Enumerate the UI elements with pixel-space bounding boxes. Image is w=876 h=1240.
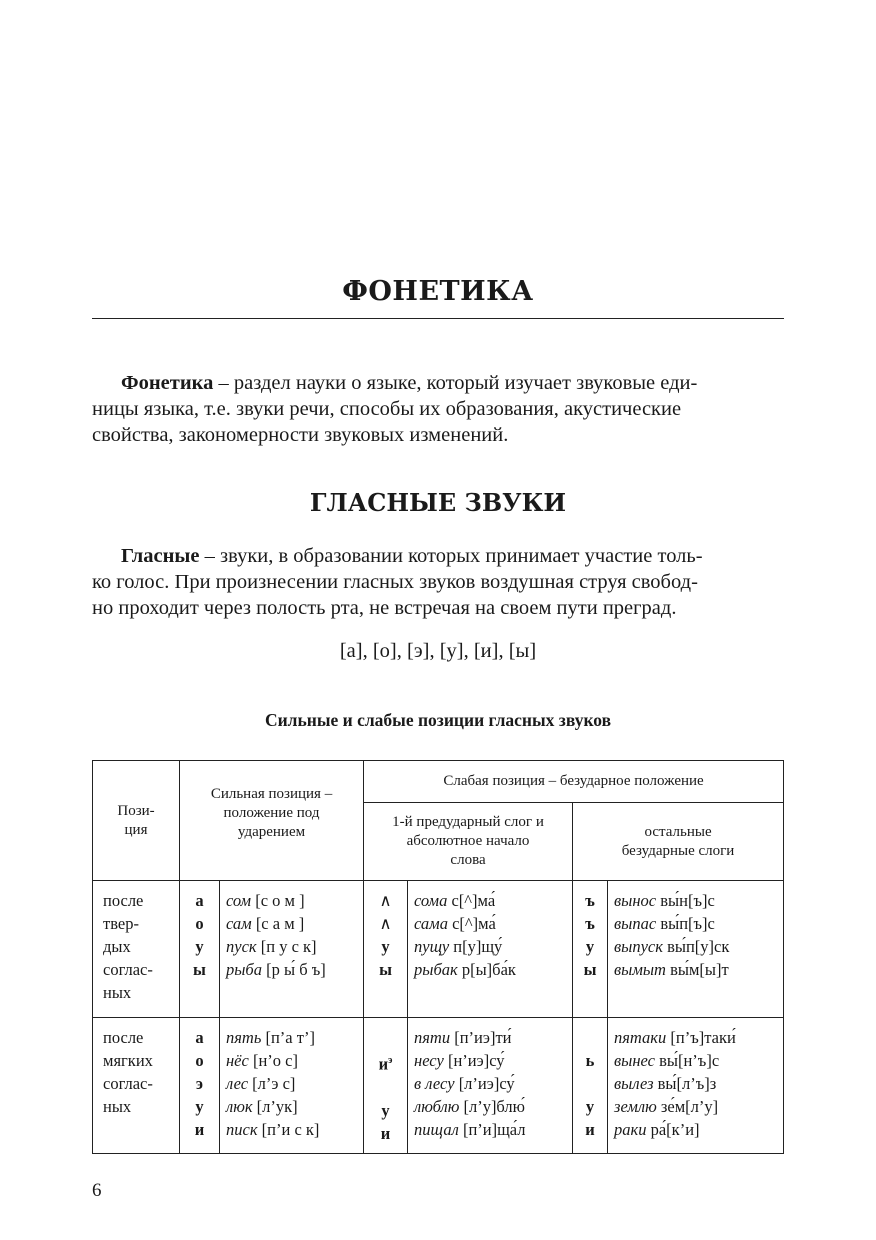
example-word: рыбак bbox=[414, 960, 458, 979]
header-weak-first-line: слова bbox=[450, 852, 486, 868]
position-text: твер- bbox=[103, 914, 139, 933]
vowel-symbol: а bbox=[195, 1028, 204, 1047]
example-word: вынос bbox=[614, 891, 657, 910]
transcription: с[^]ма́ bbox=[447, 914, 496, 933]
example-word: пяти bbox=[414, 1028, 451, 1047]
vowel-symbol: ь bbox=[585, 1051, 595, 1070]
transcription: с[^]ма́ bbox=[447, 891, 496, 910]
example-entry bbox=[414, 958, 566, 981]
example-word: сама bbox=[414, 914, 448, 933]
vowel-symbol bbox=[579, 1072, 601, 1095]
example-word: выпуск bbox=[614, 937, 663, 956]
table-row bbox=[93, 881, 784, 1018]
header-weak-other-line: безударные слоги bbox=[621, 842, 735, 859]
vowels-line-3: но проходит через полость рта, не встречая на своем пути преград. bbox=[92, 597, 677, 619]
vowel-symbol: у bbox=[381, 1100, 390, 1120]
example-word: пятаки bbox=[614, 1028, 667, 1047]
vowel-positions-table bbox=[92, 760, 784, 1154]
transcription: [с о м ] bbox=[251, 891, 305, 910]
example-word: рыба bbox=[226, 960, 262, 979]
vowel-symbol: ∧ bbox=[379, 891, 392, 910]
transcription: вы́[л’ъ]з bbox=[653, 1074, 717, 1093]
strong-examples-cell bbox=[220, 1018, 364, 1154]
weak-other-vowels-cell bbox=[573, 881, 608, 1018]
vowels-term: Гласные bbox=[121, 545, 200, 567]
transcription: [п’а т’] bbox=[261, 1028, 315, 1047]
vowel-symbol: о bbox=[195, 914, 204, 933]
header-weak: Слабая позиция – безударное положение bbox=[364, 761, 784, 803]
header-strong bbox=[180, 761, 364, 881]
header-position bbox=[93, 761, 180, 881]
header-weak-first-line: 1-й предударный слог и bbox=[392, 814, 544, 830]
page-number: 6 bbox=[92, 1180, 102, 1201]
example-entry bbox=[614, 1049, 777, 1072]
intro-line-1: Фонетика – раздел науки о языке, который изучает звуковые еди- bbox=[121, 372, 698, 394]
example-entry bbox=[614, 912, 777, 935]
header-strong-line: ударением bbox=[237, 824, 306, 840]
vowel-symbol: ы bbox=[193, 960, 206, 979]
table-row bbox=[93, 1018, 784, 1154]
transcription: [л’у]блю́ bbox=[459, 1097, 525, 1116]
transcription: [н’иэ]су́ bbox=[443, 1051, 505, 1070]
vowel-symbol: у bbox=[381, 937, 390, 956]
title-rule bbox=[92, 318, 784, 319]
position-text: мягких bbox=[103, 1051, 153, 1070]
intro-term: Фонетика bbox=[121, 372, 214, 394]
vowel-symbol: и bbox=[380, 1123, 391, 1143]
weak-first-vowels-cell bbox=[364, 881, 408, 1018]
header-position-line: Пози- bbox=[117, 802, 155, 819]
example-word: в лесу bbox=[414, 1074, 455, 1093]
vowel-symbol: ∧ bbox=[379, 914, 392, 933]
example-word: выпас bbox=[614, 914, 657, 933]
example-word: писк bbox=[226, 1120, 258, 1139]
strong-vowels-cell bbox=[180, 1018, 220, 1154]
weak-first-examples-cell bbox=[408, 1018, 573, 1154]
transcription: [р ы́ б ъ] bbox=[261, 960, 326, 979]
transcription: [п’ъ]таки́ bbox=[666, 1028, 736, 1047]
example-entry bbox=[614, 1072, 777, 1095]
vowel-symbol bbox=[370, 1076, 401, 1099]
example-entry bbox=[614, 1095, 777, 1118]
vowels-line-1: Гласные – звуки, в образовании которых принимает участие толь- bbox=[121, 545, 703, 567]
example-entry bbox=[414, 1049, 566, 1072]
example-word: пуск bbox=[226, 937, 257, 956]
example-entry bbox=[614, 935, 777, 958]
example-entry bbox=[614, 1026, 777, 1049]
vowel-symbol: у bbox=[195, 1097, 204, 1116]
position-text: после bbox=[103, 1028, 144, 1047]
transcription: [л’ук] bbox=[252, 1097, 298, 1116]
example-word: нёс bbox=[226, 1051, 249, 1070]
example-word: сам bbox=[226, 914, 252, 933]
strong-examples-cell bbox=[220, 881, 364, 1018]
example-entry bbox=[226, 935, 357, 958]
example-word: вылез bbox=[614, 1074, 654, 1093]
vowel-symbol: $и^э$ bbox=[378, 1054, 393, 1074]
example-entry bbox=[614, 1118, 777, 1141]
header-weak-first-line: абсолютное начало bbox=[406, 833, 530, 849]
position-text: после bbox=[103, 891, 144, 910]
transcription: вы́н[ъ]с bbox=[656, 891, 715, 910]
vowel-symbol: у bbox=[585, 937, 595, 956]
transcription: ра́[к’и] bbox=[646, 1120, 700, 1139]
example-entry bbox=[226, 958, 357, 981]
page-title: ФОНЕТИКА bbox=[342, 276, 534, 307]
transcription: [п’и с к] bbox=[257, 1120, 320, 1139]
transcription: [п’иэ]ти́ bbox=[450, 1028, 512, 1047]
example-word: лес bbox=[226, 1074, 249, 1093]
example-word: люблю bbox=[414, 1097, 460, 1116]
transcription: [с а м ] bbox=[251, 914, 305, 933]
example-entry bbox=[414, 935, 566, 958]
vowel-symbol bbox=[370, 1026, 401, 1049]
vowel-symbol: ъ bbox=[585, 891, 595, 910]
example-entry bbox=[226, 1026, 357, 1049]
example-entry bbox=[414, 1072, 566, 1095]
example-entry bbox=[226, 1095, 357, 1118]
example-entry bbox=[414, 912, 566, 935]
vowel-symbol: у bbox=[195, 937, 204, 956]
position-text: дых bbox=[103, 937, 131, 956]
example-word: вынес bbox=[614, 1051, 655, 1070]
header-weak-first bbox=[364, 803, 573, 881]
example-entry bbox=[226, 889, 357, 912]
example-entry bbox=[614, 958, 777, 981]
header-strong-line: Сильная позиция – bbox=[210, 786, 333, 802]
vowel-symbol: а bbox=[195, 891, 204, 910]
example-word: сома bbox=[414, 891, 448, 910]
position-cell bbox=[93, 1018, 180, 1154]
example-word: пищал bbox=[414, 1120, 459, 1139]
example-entry bbox=[414, 1118, 566, 1141]
example-entry bbox=[614, 889, 777, 912]
weak-other-examples-cell bbox=[608, 1018, 784, 1154]
weak-first-examples-cell bbox=[408, 881, 573, 1018]
example-word: люк bbox=[226, 1097, 253, 1116]
transcription: [п у с к] bbox=[256, 937, 317, 956]
example-word: пять bbox=[226, 1028, 262, 1047]
vowel-sounds-list: [а], [о], [э], [у], [и], [ы] bbox=[339, 640, 537, 662]
vowel-symbol: у bbox=[585, 1097, 595, 1116]
vowel-symbol: э bbox=[195, 1074, 204, 1093]
header-weak-other bbox=[573, 803, 784, 881]
weak-other-vowels-cell bbox=[573, 1018, 608, 1154]
vowels-paragraph bbox=[92, 543, 784, 621]
section-title: ГЛАСНЫЕ ЗВУКИ bbox=[309, 488, 567, 517]
vowel-symbol: и bbox=[585, 1120, 595, 1139]
vowel-symbol: ъ bbox=[585, 914, 595, 933]
table-caption: Сильные и слабые позиции гласных звуков bbox=[264, 710, 612, 730]
vowel-symbol: ы bbox=[379, 960, 392, 979]
intro-paragraph bbox=[92, 370, 784, 448]
example-entry bbox=[414, 889, 566, 912]
example-entry bbox=[226, 1118, 357, 1141]
transcription: вы́п[у]ск bbox=[662, 937, 730, 956]
position-text: ных bbox=[103, 983, 132, 1002]
transcription: [л’иэ]су́ bbox=[454, 1074, 515, 1093]
example-entry bbox=[414, 1095, 566, 1118]
example-word: землю bbox=[614, 1097, 657, 1116]
transcription: вы́[н’ъ]с bbox=[654, 1051, 720, 1070]
transcription: вы́п[ъ]с bbox=[656, 914, 715, 933]
example-word: раки bbox=[614, 1120, 647, 1139]
example-entry bbox=[226, 1049, 357, 1072]
header-weak-other-line: остальные bbox=[644, 823, 712, 840]
position-text: ных bbox=[103, 1097, 132, 1116]
header-strong-line: положение под bbox=[223, 805, 320, 821]
weak-other-examples-cell bbox=[608, 881, 784, 1018]
example-word: сом bbox=[226, 891, 252, 910]
example-word: вымыт bbox=[614, 960, 666, 979]
strong-vowels-cell bbox=[180, 881, 220, 1018]
example-word: несу bbox=[414, 1051, 444, 1070]
transcription: п[у]щу́ bbox=[449, 937, 503, 956]
position-text: соглас- bbox=[103, 960, 153, 979]
transcription: [л’э с] bbox=[248, 1074, 296, 1093]
vowel-symbol: и bbox=[194, 1120, 205, 1139]
transcription: [н’о с] bbox=[248, 1051, 298, 1070]
intro-line-3: свойства, закономерности звуковых изменений. bbox=[92, 424, 509, 446]
vowel-symbol bbox=[579, 1026, 601, 1049]
weak-first-vowels-cell bbox=[364, 1018, 408, 1154]
transcription: р[ы]ба́к bbox=[457, 960, 516, 979]
example-word: пущу bbox=[414, 937, 450, 956]
intro-line-2: ницы языка, т.е. звуки речи, способы их образования, акустические bbox=[92, 398, 682, 420]
example-entry bbox=[414, 1026, 566, 1049]
position-text: соглас- bbox=[103, 1074, 153, 1093]
vowel-symbol: ы bbox=[583, 960, 597, 979]
example-entry bbox=[226, 1072, 357, 1095]
position-cell bbox=[93, 881, 180, 1018]
header-position-line: ция bbox=[124, 821, 148, 838]
transcription: [п’и]ща́л bbox=[458, 1120, 526, 1139]
vowel-symbol: о bbox=[195, 1051, 204, 1070]
vowels-line-2: ко голос. При произнесении гласных звуков воздушная струя свобод- bbox=[92, 571, 698, 593]
example-entry bbox=[226, 912, 357, 935]
transcription: зе́м[л’у] bbox=[656, 1097, 719, 1116]
transcription: вы́м[ы]т bbox=[665, 960, 729, 979]
